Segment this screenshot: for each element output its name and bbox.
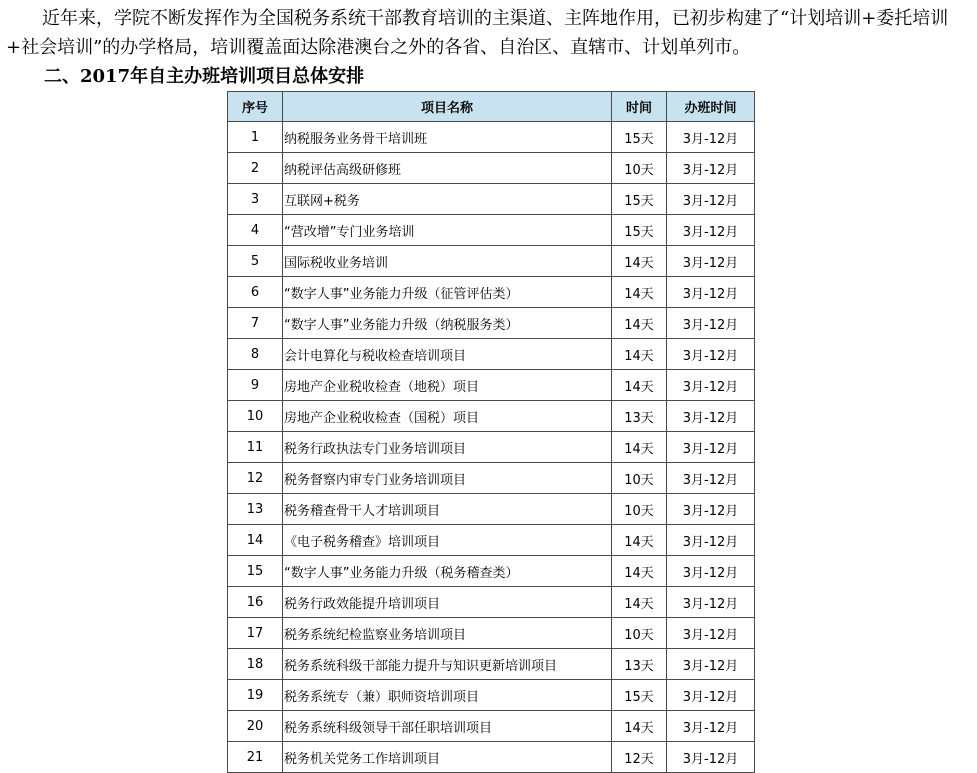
cell-class-period: 3月-12月 <box>667 494 755 525</box>
cell-duration: 10天 <box>612 153 667 184</box>
cell-class-period: 3月-12月 <box>667 277 755 308</box>
cell-project-name: 纳税评估高级研修班 <box>283 153 612 184</box>
cell-duration: 14天 <box>612 556 667 587</box>
table-row <box>228 215 755 246</box>
table-header <box>228 92 755 122</box>
cell-serial-number: 14 <box>228 525 283 556</box>
cell-serial-number: 3 <box>228 184 283 215</box>
table-row <box>228 711 755 742</box>
cell-serial-number: 19 <box>228 680 283 711</box>
table-row <box>228 246 755 277</box>
table-header-row <box>228 92 755 122</box>
cell-class-period: 3月-12月 <box>667 401 755 432</box>
cell-project-name: 《电子税务稽查》培训项目 <box>283 525 612 556</box>
cell-duration: 12天 <box>612 742 667 773</box>
cell-serial-number: 10 <box>228 401 283 432</box>
cell-project-name: “营改增”专门业务培训 <box>283 215 612 246</box>
cell-project-name: 税务行政执法专门业务培训项目 <box>283 432 612 463</box>
cell-project-name: 税务督察内审专门业务培训项目 <box>283 463 612 494</box>
cell-serial-number: 8 <box>228 339 283 370</box>
cell-duration: 10天 <box>612 618 667 649</box>
cell-project-name: 房地产企业税收检查（国税）项目 <box>283 401 612 432</box>
table-row <box>228 463 755 494</box>
cell-class-period: 3月-12月 <box>667 587 755 618</box>
table-row <box>228 401 755 432</box>
table-row <box>228 649 755 680</box>
header-class-period: 办班时间 <box>667 92 755 122</box>
cell-project-name: 税务行政效能提升培训项目 <box>283 587 612 618</box>
cell-duration: 10天 <box>612 494 667 525</box>
cell-duration: 15天 <box>612 184 667 215</box>
cell-class-period: 3月-12月 <box>667 463 755 494</box>
header-project-name: 项目名称 <box>283 92 612 122</box>
table-row <box>228 122 755 153</box>
table-row <box>228 525 755 556</box>
cell-duration: 15天 <box>612 215 667 246</box>
cell-duration: 14天 <box>612 525 667 556</box>
table-row <box>228 587 755 618</box>
cell-serial-number: 18 <box>228 649 283 680</box>
training-schedule-table <box>227 91 755 773</box>
cell-class-period: 3月-12月 <box>667 184 755 215</box>
cell-duration: 14天 <box>612 432 667 463</box>
table-row <box>228 339 755 370</box>
cell-serial-number: 16 <box>228 587 283 618</box>
cell-project-name: 税务系统科级干部能力提升与知识更新培训项目 <box>283 649 612 680</box>
cell-serial-number: 1 <box>228 122 283 153</box>
cell-project-name: 税务稽查骨干人才培训项目 <box>283 494 612 525</box>
cell-serial-number: 6 <box>228 277 283 308</box>
cell-project-name: “数字人事”业务能力升级（征管评估类） <box>283 277 612 308</box>
cell-class-period: 3月-12月 <box>667 742 755 773</box>
table-row <box>228 618 755 649</box>
cell-serial-number: 11 <box>228 432 283 463</box>
header-duration: 时间 <box>612 92 667 122</box>
cell-class-period: 3月-12月 <box>667 711 755 742</box>
table-row <box>228 494 755 525</box>
cell-project-name: 房地产企业税收检查（地税）项目 <box>283 370 612 401</box>
cell-class-period: 3月-12月 <box>667 525 755 556</box>
cell-serial-number: 4 <box>228 215 283 246</box>
cell-serial-number: 9 <box>228 370 283 401</box>
cell-duration: 14天 <box>612 587 667 618</box>
cell-class-period: 3月-12月 <box>667 153 755 184</box>
cell-project-name: 税务系统专（兼）职师资培训项目 <box>283 680 612 711</box>
cell-project-name: 纳税服务业务骨干培训班 <box>283 122 612 153</box>
cell-serial-number: 13 <box>228 494 283 525</box>
cell-class-period: 3月-12月 <box>667 556 755 587</box>
cell-project-name: “数字人事”业务能力升级（税务稽查类） <box>283 556 612 587</box>
table-row <box>228 277 755 308</box>
cell-duration: 15天 <box>612 680 667 711</box>
table-row <box>228 184 755 215</box>
cell-serial-number: 2 <box>228 153 283 184</box>
cell-project-name: 互联网+税务 <box>283 184 612 215</box>
cell-serial-number: 7 <box>228 308 283 339</box>
header-serial-number: 序号 <box>228 92 283 122</box>
cell-duration: 14天 <box>612 277 667 308</box>
cell-duration: 14天 <box>612 246 667 277</box>
cell-duration: 10天 <box>612 463 667 494</box>
cell-class-period: 3月-12月 <box>667 432 755 463</box>
cell-class-period: 3月-12月 <box>667 339 755 370</box>
intro-paragraph: 近年来，学院不断发挥作为全国税务系统干部教育培训的主渠道、主阵地作用，已初步构建了“计划培训+委托培训+社会培训”的办学格局，培训覆盖面达除港澳台之外的各省、自治区、直辖市、计划单列市。 <box>6 8 949 58</box>
cell-class-period: 3月-12月 <box>667 680 755 711</box>
cell-project-name: 税务系统纪检监察业务培训项目 <box>283 618 612 649</box>
table-row <box>228 153 755 184</box>
section-heading: 二、2017年自主办班培训项目总体安排 <box>44 66 365 87</box>
cell-project-name: 税务机关党务工作培训项目 <box>283 742 612 773</box>
cell-duration: 13天 <box>612 401 667 432</box>
training-schedule-table-wrapper <box>227 91 754 773</box>
cell-class-period: 3月-12月 <box>667 308 755 339</box>
cell-class-period: 3月-12月 <box>667 649 755 680</box>
table-body <box>228 122 755 773</box>
table-row <box>228 432 755 463</box>
cell-serial-number: 12 <box>228 463 283 494</box>
cell-class-period: 3月-12月 <box>667 618 755 649</box>
cell-project-name: 税务系统科级领导干部任职培训项目 <box>283 711 612 742</box>
cell-project-name: 会计电算化与税收检查培训项目 <box>283 339 612 370</box>
cell-serial-number: 5 <box>228 246 283 277</box>
cell-serial-number: 20 <box>228 711 283 742</box>
cell-duration: 13天 <box>612 649 667 680</box>
cell-serial-number: 15 <box>228 556 283 587</box>
cell-class-period: 3月-12月 <box>667 370 755 401</box>
cell-class-period: 3月-12月 <box>667 215 755 246</box>
cell-serial-number: 17 <box>228 618 283 649</box>
cell-duration: 14天 <box>612 339 667 370</box>
table-row <box>228 370 755 401</box>
cell-project-name: “数字人事”业务能力升级（纳税服务类） <box>283 308 612 339</box>
cell-duration: 14天 <box>612 370 667 401</box>
cell-duration: 14天 <box>612 711 667 742</box>
cell-duration: 15天 <box>612 122 667 153</box>
cell-class-period: 3月-12月 <box>667 122 755 153</box>
table-row <box>228 308 755 339</box>
table-row <box>228 556 755 587</box>
cell-serial-number: 21 <box>228 742 283 773</box>
cell-project-name: 国际税收业务培训 <box>283 246 612 277</box>
cell-class-period: 3月-12月 <box>667 246 755 277</box>
table-row <box>228 680 755 711</box>
cell-duration: 14天 <box>612 308 667 339</box>
